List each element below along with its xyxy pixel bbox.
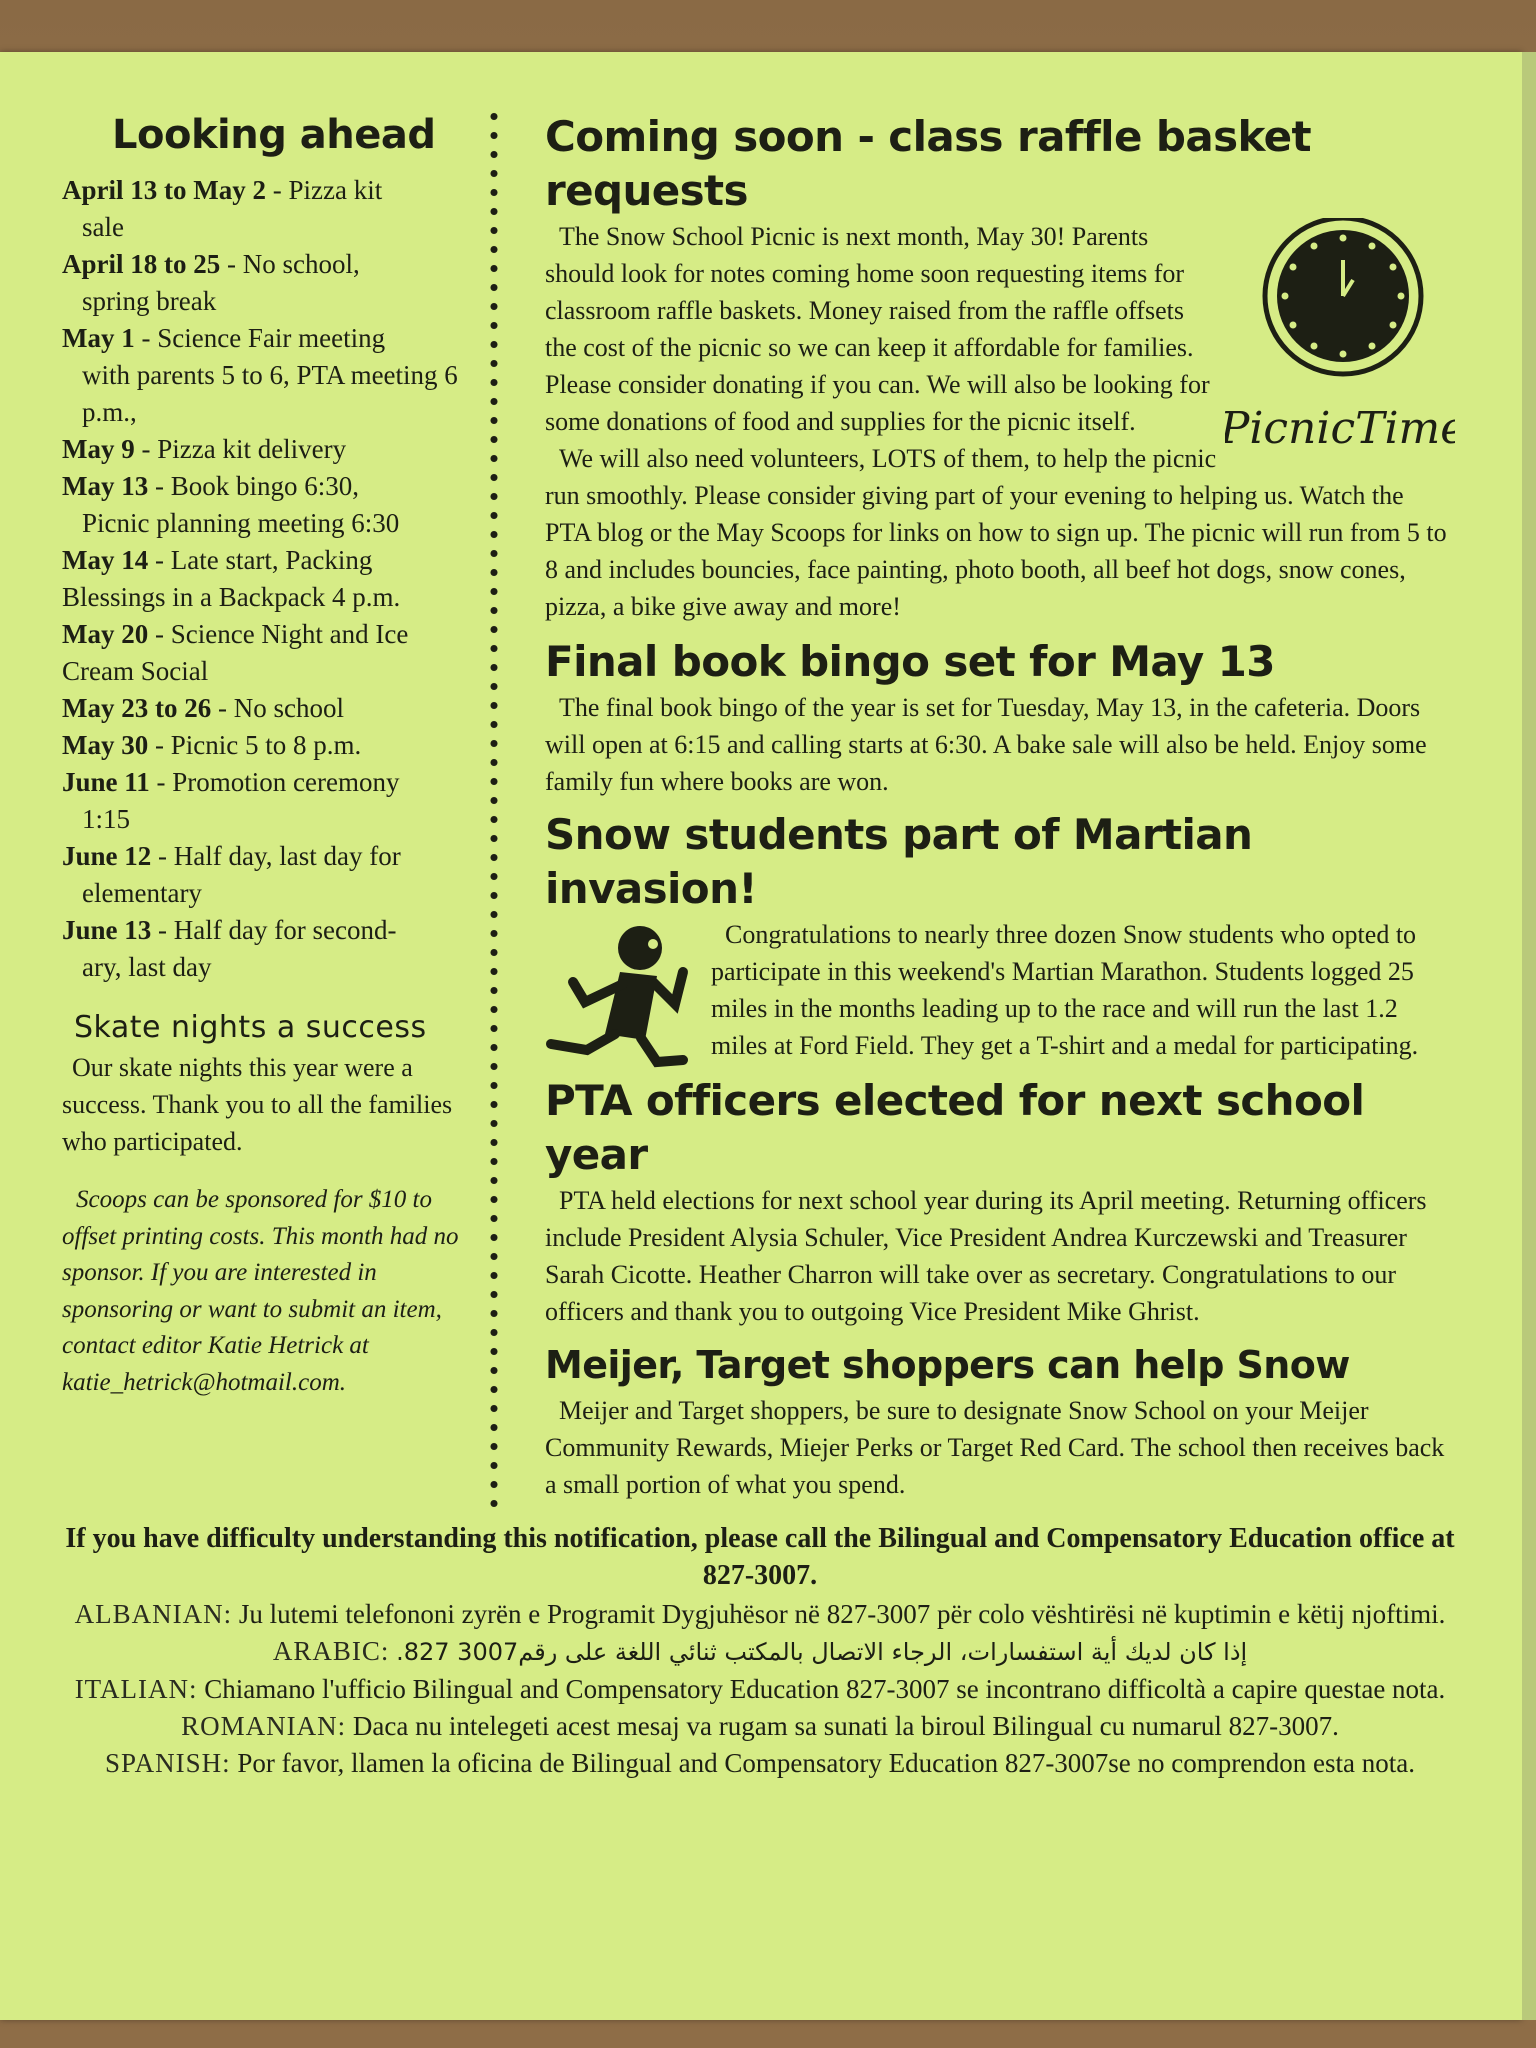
- event-text: - No school,: [227, 249, 360, 279]
- event-text: - Pizza kit: [272, 175, 383, 205]
- bingo-p1: The final book bingo of the year is set for Tuesday, May 13, in the cafeteria. Doors will open at 6:15 and calling starts at 6:30. A bake sale will also be held. Enjoy some family fun where books are won.: [545, 693, 1427, 796]
- clock-icon: [1225, 218, 1455, 468]
- event-date: May 23 to 26: [62, 693, 212, 723]
- event-date: April 18 to 25: [62, 249, 221, 279]
- language-list: [60, 1596, 1460, 1782]
- event-text-continued: spring break: [82, 286, 217, 316]
- event-text-continued: elementary: [82, 878, 202, 908]
- event-text: - Science Night and Ice Cream Social: [62, 619, 409, 686]
- language-line: [60, 1596, 1460, 1633]
- language-text: .827 3007إذا كان لديك أية استفسارات، الرجاء الاتصال بالمكتب ثنائي اللغة على رقم: [396, 1638, 1248, 1666]
- pta-heading: PTA officers elected for next school year: [545, 1076, 1365, 1179]
- language-text: Ju lutemi telefononi zyrën e Programit Dygjuhësor në 827-3007 për colo vështirësi në kuptimin e këtij njoftimi.: [238, 1599, 1446, 1629]
- event-item: [62, 431, 462, 468]
- event-date: May 20: [62, 619, 149, 649]
- event-item: [62, 172, 462, 246]
- raffle-heading: Coming soon - class raffle basket requests: [545, 112, 1312, 215]
- event-text: - Late start, Packing Blessings in a Backpack 4 p.m.: [62, 545, 401, 612]
- events-list: [62, 172, 462, 986]
- skate-text: Our skate nights this year were a success. Thank you to all the families who participated.: [62, 1053, 453, 1156]
- language-name: ROMANIAN:: [181, 1711, 347, 1741]
- event-date: June 13: [62, 915, 152, 945]
- event-text-continued: with parents 5 to 6, PTA meeting 6 p.m.,: [82, 360, 458, 427]
- event-item: [62, 320, 462, 431]
- language-line: [60, 1633, 1460, 1671]
- event-date: June 11: [62, 767, 150, 797]
- language-text: Daca nu intelegeti acest mesaj va rugam sa sunati la biroul Bilingual cu numarul 827-3007.: [352, 1711, 1339, 1741]
- notice-text: If you have difficulty understanding this notification, please call the Bilingual and Compensatory Education office at 827-3007.: [65, 1523, 1455, 1591]
- martian-heading: Snow students part of Martian invasion!: [545, 810, 1253, 913]
- event-date: April 13 to May 2: [62, 175, 266, 205]
- language-line: [60, 1745, 1460, 1782]
- looking-ahead-heading: Looking ahead: [112, 112, 436, 158]
- skate-heading: Skate nights a success: [74, 1010, 427, 1045]
- dotted-divider: [488, 107, 500, 1507]
- event-text-continued: ary, last day: [82, 952, 212, 982]
- pta-p1: PTA held elections for next school year during its April meeting. Returning officers include President Alysia Schuler, Vice President Andrea Kurczewski and Treasurer Sarah Cicotte. Heather Charron will take over as secretary. Congratulations to our officers and thank you to outgoing Vice President Mike Ghrist.: [545, 1186, 1427, 1326]
- raffle-p2: We will also need volunteers, LOTS of them, to help the picnic run smoothly. Please consider giving part of your evening to helping us. Watch the PTA blog or the May Scoops for links on how to sign up. The picnic will run from 5 to 8 and includes bouncies, face painting, photo booth, all beef hot dogs, snow cones, pizza, a bike give away and more!: [545, 444, 1447, 621]
- language-line: [60, 1708, 1460, 1745]
- event-item: [62, 542, 462, 616]
- event-text: - Science Fair meeting: [141, 323, 386, 353]
- event-date: May 30: [62, 730, 149, 760]
- raffle-p1: The Snow School Picnic is next month, May 30! Parents should look for notes coming home soon requesting items for classroom raffle baskets. Money raised from the raffle offsets the cost of the picnic so we can keep it affordable for families. Please consider donating if you can. We will also be looking for some donations of food and supplies for the picnic itself.: [545, 222, 1210, 436]
- language-name: ALBANIAN:: [74, 1599, 233, 1629]
- event-date: May 13: [62, 471, 149, 501]
- event-item: [62, 838, 462, 912]
- language-text: Por favor, llamen la oficina de Bilingual and Compensatory Education 827-3007se no comprendon esta nota.: [237, 1748, 1415, 1778]
- event-item: [62, 727, 462, 764]
- language-name: ITALIAN:: [74, 1674, 198, 1704]
- event-item: [62, 912, 462, 986]
- language-line: [60, 1671, 1460, 1708]
- event-date: June 12: [62, 841, 152, 871]
- event-item: [62, 246, 462, 320]
- bingo-heading: Final book bingo set for May 13: [545, 637, 1275, 686]
- sponsor-note: Scoops can be sponsored for $10 to offset printing costs. This month had no sponsor. If you are interested in sponsoring or want to submit an item, contact editor Katie Hetrick at katie_hetrick@hotmail.com.: [62, 1186, 459, 1396]
- language-name: ARABIC:: [272, 1636, 390, 1666]
- martian-p1: Congratulations to nearly three dozen Snow students who opted to participate in this weekend's Martian Marathon. Students logged 25 miles in the months leading up to the race and will run the last 1.2 miles at Ford Field. They get a T-shirt and a medal for participating.: [711, 920, 1419, 1060]
- event-item: [62, 764, 462, 838]
- paper-edge: [1522, 52, 1536, 2020]
- event-text: - Picnic 5 to 8 p.m.: [154, 730, 362, 760]
- newsletter-page: [0, 52, 1522, 2020]
- event-date: May 1: [62, 323, 135, 353]
- runner-icon: [545, 922, 705, 1072]
- language-name: SPANISH:: [105, 1748, 231, 1778]
- language-notice: [60, 1520, 1460, 1782]
- event-date: May 14: [62, 545, 149, 575]
- left-column: [62, 112, 462, 1401]
- event-text: - Half day, last day for: [158, 841, 401, 871]
- meijer-heading: Meijer, Target shoppers can help Snow: [545, 1343, 1350, 1387]
- event-text: - No school: [217, 693, 344, 723]
- event-date: May 9: [62, 434, 135, 464]
- event-item: [62, 690, 462, 727]
- meijer-p1: Meijer and Target shoppers, be sure to designate Snow School on your Meijer Community Rewards, Miejer Perks or Target Red Card. The school then receives back a small portion of what you spend.: [545, 1396, 1445, 1499]
- event-text: - Book bingo 6:30,: [154, 471, 359, 501]
- event-text-continued: sale: [82, 212, 124, 242]
- event-item: [62, 616, 462, 690]
- right-column: [545, 110, 1455, 1503]
- language-text: Chiamano l'ufficio Bilingual and Compensatory Education 827-3007 se incontrano difficoltà a capire questae nota.: [204, 1674, 1446, 1704]
- event-text-continued: 1:15: [82, 804, 131, 834]
- picnic-time-text: PicnicTime: [1225, 403, 1455, 454]
- picnic-time-logo: [1225, 218, 1455, 468]
- event-text-continued: Picnic planning meeting 6:30: [82, 508, 400, 538]
- event-text: - Promotion ceremony: [156, 767, 400, 797]
- event-item: [62, 468, 462, 542]
- event-text: - Half day for second-: [158, 915, 397, 945]
- event-text: - Pizza kit delivery: [141, 434, 347, 464]
